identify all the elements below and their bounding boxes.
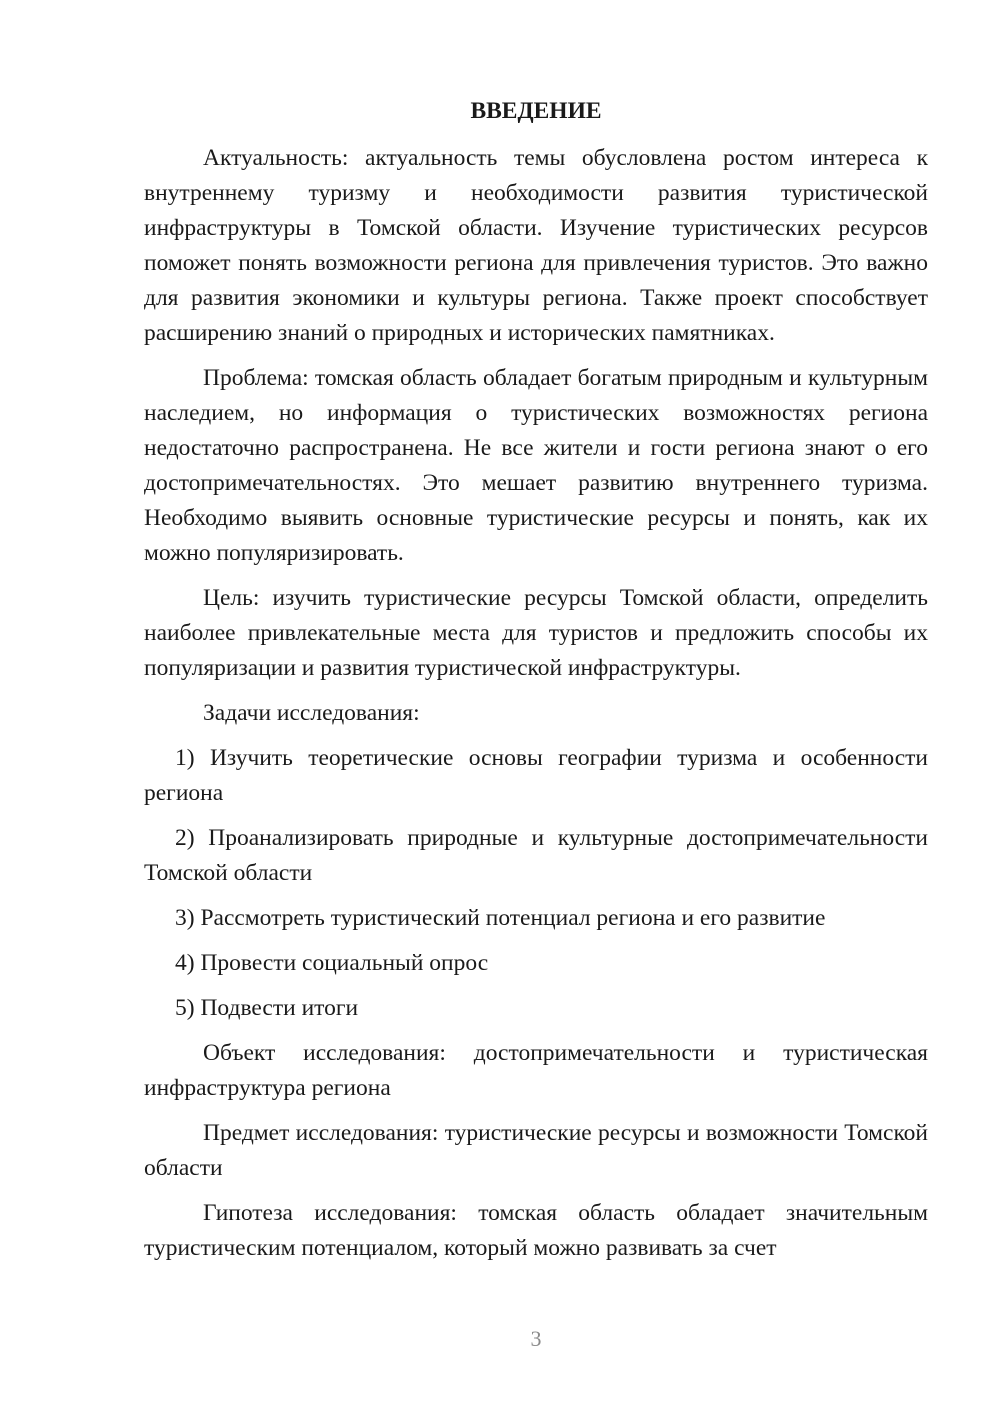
- problem-paragraph: Проблема: томская область обладает богатым природным и культурным наследием, но информация о туристических возможностях региона недостаточно распространена. Не все жители и гости региона знают о его достопримечательностях. Это мешает развитию внутреннего туризма. Необходимо выявить основные туристические ресурсы и понять, как их можно популяризировать.: [144, 365, 928, 566]
- task-item-5: 5) Подвести итоги: [175, 995, 359, 1021]
- object-paragraph: Объект исследования: достопримечательности и туристическая инфраструктура региона: [144, 1040, 928, 1101]
- task-item-3: 3) Рассмотреть туристический потенциал региона и его развитие: [175, 905, 826, 931]
- page-heading: ВВЕДЕНИЕ: [470, 98, 602, 124]
- goal-paragraph: Цель: изучить туристические ресурсы Томской области, определить наиболее привлекательные места для туристов и предложить способы их популяризации и развития туристической инфраструктуры.: [144, 585, 928, 681]
- task-item-4: 4) Провести социальный опрос: [175, 950, 489, 976]
- subject-paragraph: Предмет исследования: туристические ресурсы и возможности Томской области: [144, 1120, 928, 1181]
- hypothesis-paragraph: Гипотеза исследования: томская область обладает значительным туристическим потенциалом, который можно развивать за счет: [144, 1200, 928, 1261]
- tasks-heading: Задачи исследования:: [203, 700, 420, 726]
- task-item-1: 1) Изучить теоретические основы географии туризма и особенности региона: [144, 745, 928, 806]
- task-item-2: 2) Проанализировать природные и культурные достопримечательности Томской области: [144, 825, 928, 886]
- page-number: 3: [530, 1326, 542, 1351]
- page-content: [144, 94, 928, 1266]
- relevance-paragraph: Актуальность: актуальность темы обусловлена ростом интереса к внутреннему туризму и необходимости развития туристической инфраструктуры в Томской области. Изучение туристических ресурсов поможет понять возможности региона для привлечения туристов. Это важно для развития экономики и культуры региона. Также проект способствует расширению знаний о природных и исторических памятниках.: [144, 145, 928, 346]
